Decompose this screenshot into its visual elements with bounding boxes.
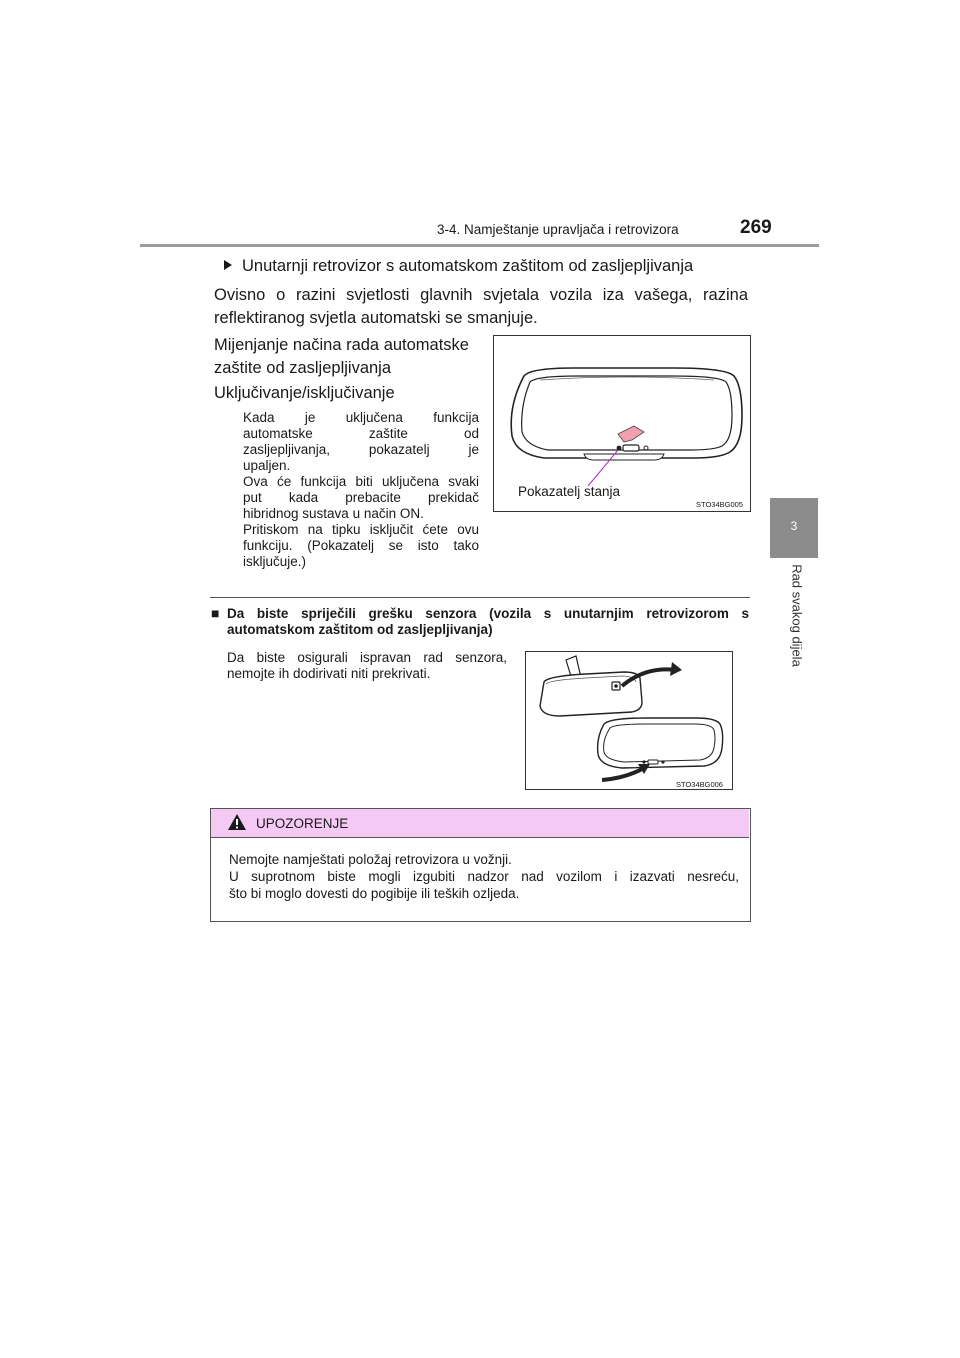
sensor-body: Da biste osigurali ispravan rad senzora, <box>227 650 507 665</box>
description-line: zasljepljivanja, pokazatelj je <box>243 442 479 457</box>
chapter-number: 3 <box>790 519 798 533</box>
sensor-body: nemojte ih dodirivati niti prekrivati. <box>227 666 431 681</box>
mode-heading: zaštite od zasljepljivanja <box>214 359 392 377</box>
description-line: funkciju. (Pokazatelj se isto tako <box>243 538 479 553</box>
mode-heading: Mijenjanje načina rada automatske <box>214 336 469 354</box>
chapter-label: Rad svakog dijela <box>789 564 805 667</box>
description-line: Kada je uključena funkcija <box>243 410 479 425</box>
figure-code: STO34BG005 <box>696 500 743 509</box>
sensor-illustration <box>525 651 733 790</box>
description-line: upaljen. <box>243 458 291 473</box>
warning-text: što bi moglo dovesti do pogibije ili teških ozljeda. <box>229 886 520 901</box>
description-line: hibridnog sustava u način ON. <box>243 506 424 521</box>
description-line: isključuje.) <box>243 554 307 569</box>
header-divider <box>140 244 819 247</box>
warning-text: U suprotnom biste mogli izgubiti nadzor nad vozilom i izazvati nesreću, <box>229 869 739 884</box>
mirror-illustration <box>493 335 751 512</box>
warning-text: Nemojte namještati položaj retrovizora u vožnji. <box>229 852 512 867</box>
description-line: put kada prebacite prekidač <box>243 490 479 505</box>
sensor-heading: Da biste spriječili grešku senzora (vozila s unutarnjim retrovizorom s <box>227 606 749 621</box>
description-line: automatske zaštite od <box>243 426 479 441</box>
warning-icon <box>227 813 247 836</box>
description-line: Pritiskom na tipku isključit ćete ovu <box>243 522 479 537</box>
figure-code: STO34BG006 <box>676 780 723 789</box>
triangle-bullet-icon <box>223 254 233 278</box>
section-heading: Unutarnji retrovizor s automatskom zaštitom od zasljepljivanja <box>242 257 694 275</box>
page-number: 269 <box>740 217 772 238</box>
square-bullet-icon: ■ <box>211 605 220 621</box>
toggle-heading: Uključivanje/isključivanje <box>214 384 395 402</box>
section-title: 3-4. Namještanje upravljača i retrovizora <box>437 222 679 237</box>
intro-line: reflektiranog svjetla automatski se smanjuje. <box>214 309 538 327</box>
callout-label: Pokazatelj stanja <box>518 484 621 499</box>
section-divider <box>210 597 750 598</box>
intro-line: Ovisno o razini svjetlosti glavnih svjetala vozila iza vašega, razina <box>214 286 748 304</box>
description-line: Ova će funkcija biti uključena svaki <box>243 474 479 489</box>
sensor-heading: automatskom zaštitom od zasljepljivanja) <box>227 622 493 637</box>
warning-title: UPOZORENJE <box>256 816 349 831</box>
